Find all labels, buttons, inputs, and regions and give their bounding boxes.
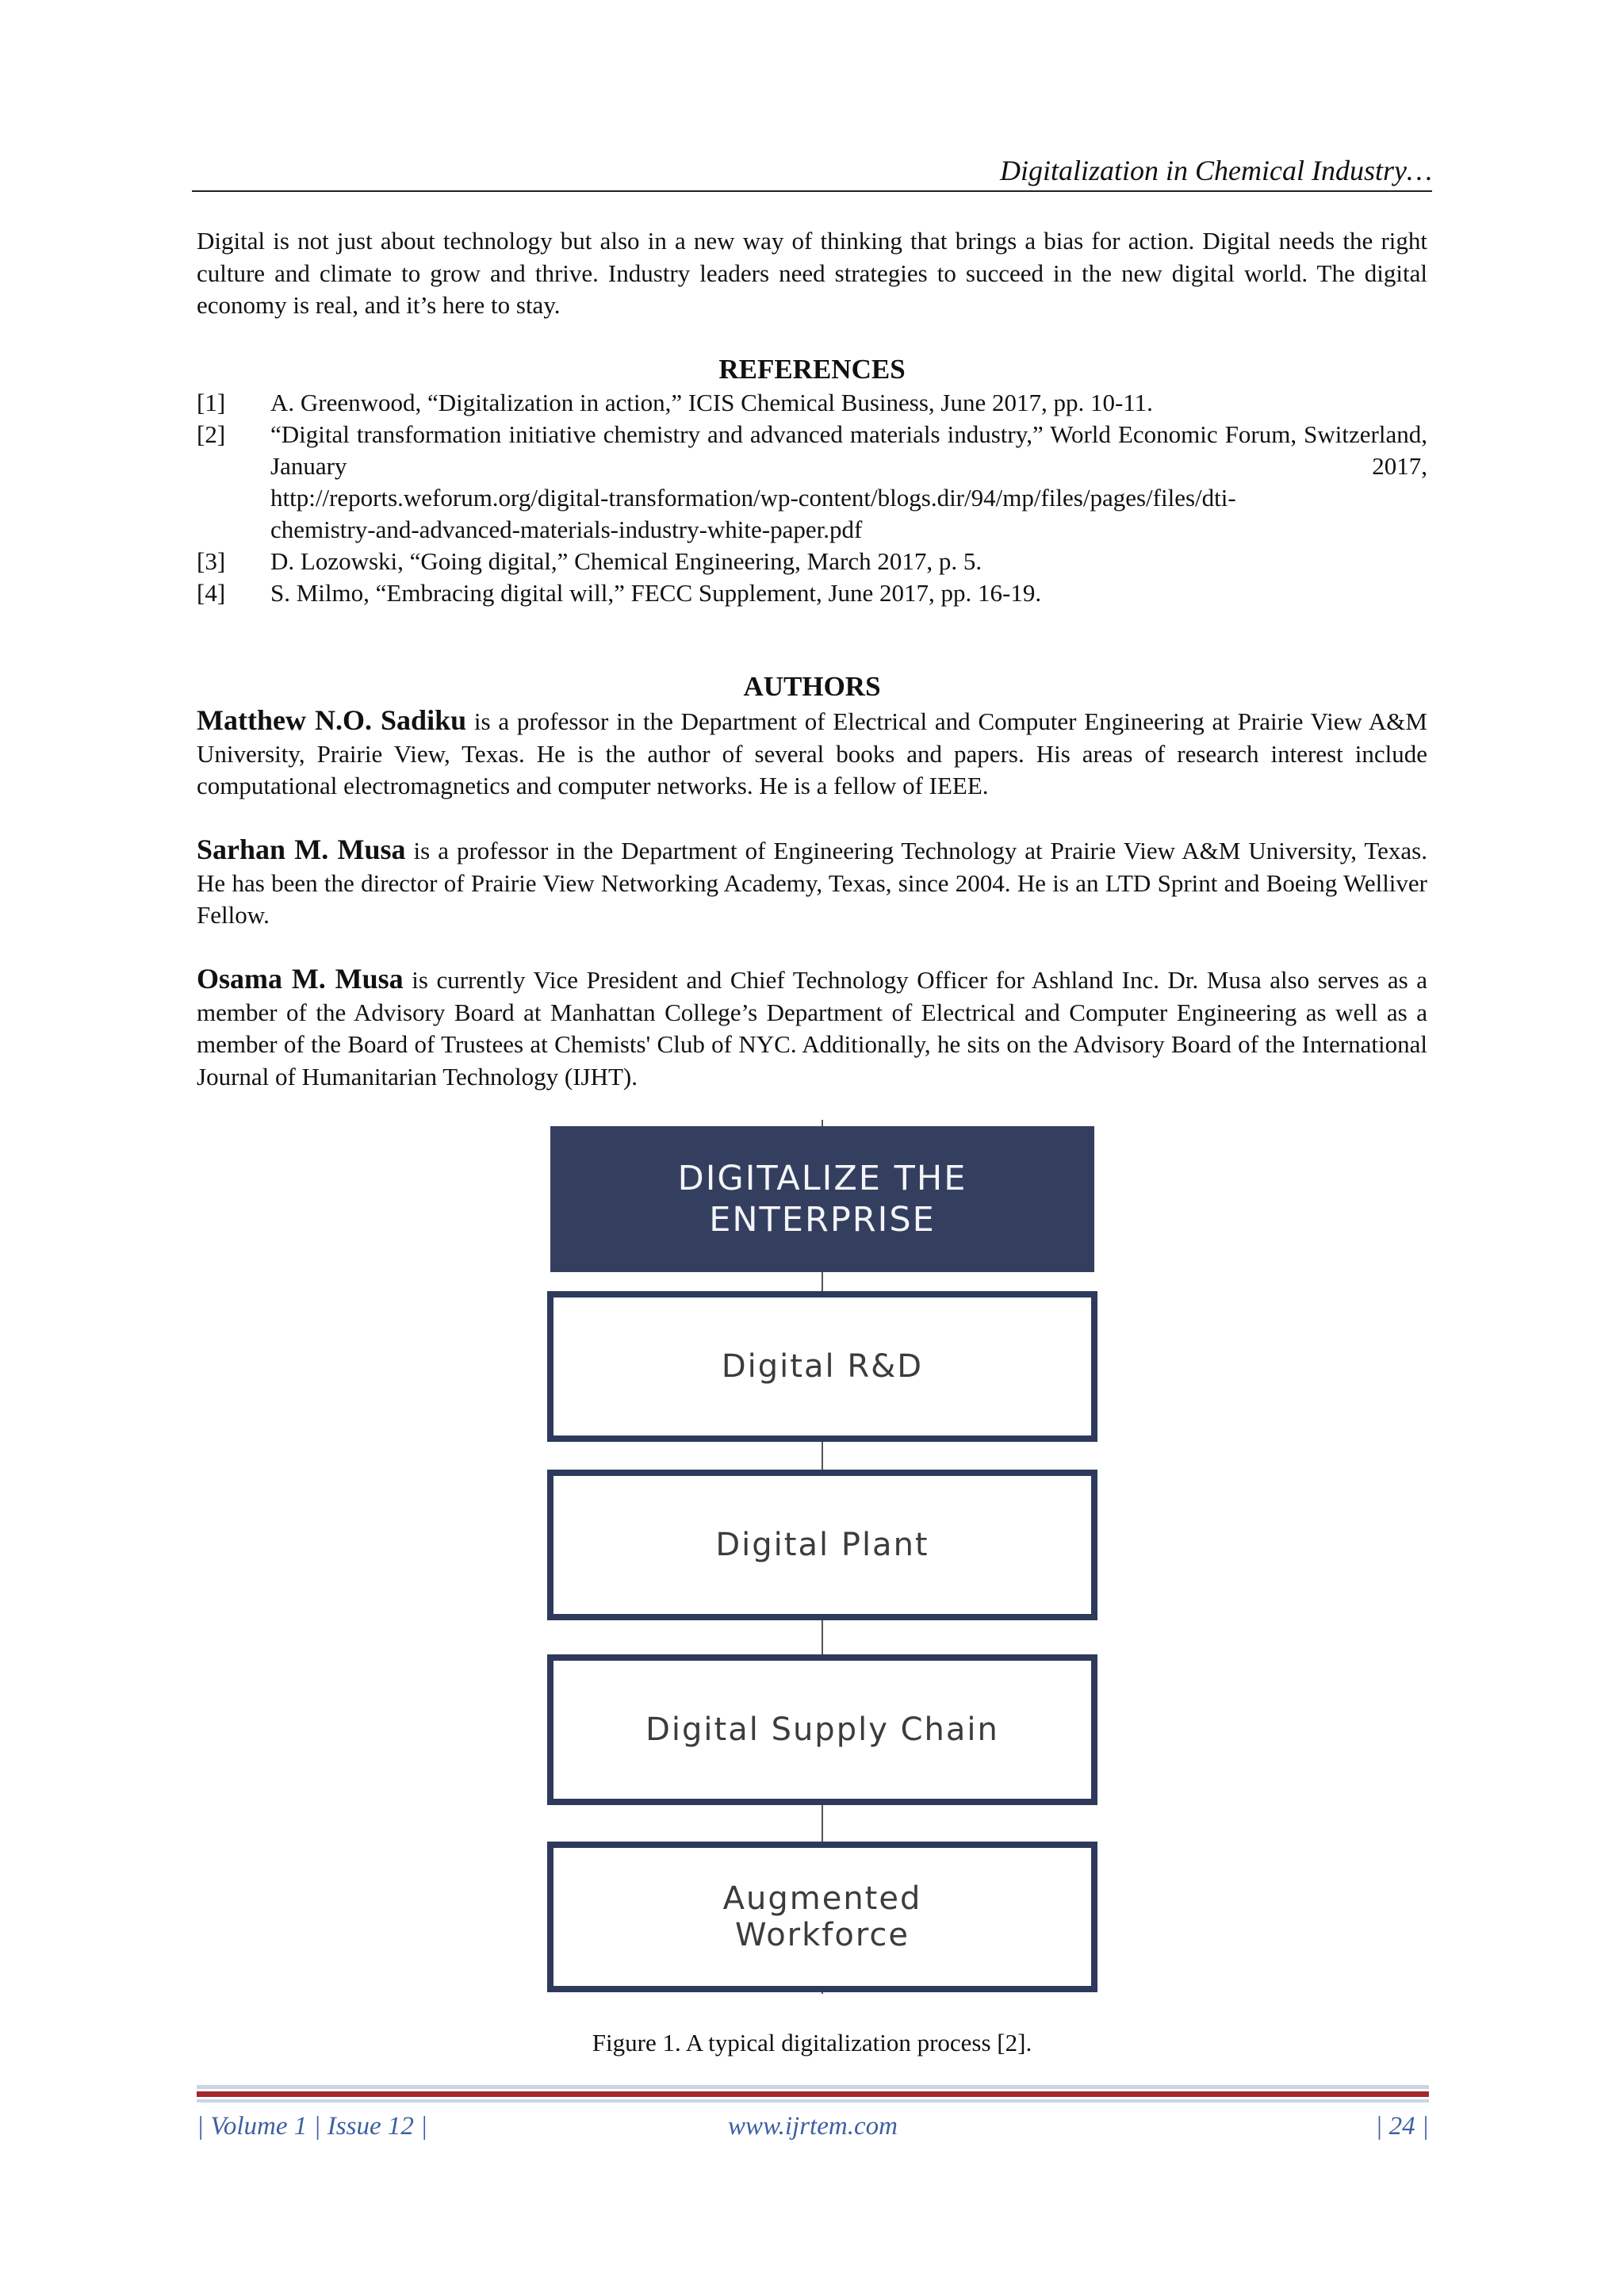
references-heading: REFERENCES bbox=[718, 354, 906, 385]
footer-divider bbox=[197, 2085, 1429, 2089]
reference-text: S. Milmo, “Embracing digital will,” FECC Supplement, June 2017, pp. 16-19. bbox=[270, 579, 1042, 607]
reference-number: [3] bbox=[197, 547, 226, 575]
reference-item bbox=[197, 387, 1427, 419]
author-bio bbox=[197, 963, 1427, 1093]
reference-list bbox=[197, 387, 1427, 609]
author-bio bbox=[197, 704, 1427, 803]
footer-divider bbox=[197, 2091, 1429, 2097]
author-bio bbox=[197, 834, 1427, 932]
box-label: Digital Plant bbox=[715, 1527, 929, 1563]
author-name: Osama M. Musa bbox=[197, 963, 404, 995]
diagram-box-augmented-workforce bbox=[547, 1842, 1097, 1992]
diagram-box-digital-supply-chain bbox=[547, 1654, 1097, 1805]
reference-item bbox=[197, 577, 1427, 609]
reference-text-block bbox=[270, 419, 1427, 546]
reference-url-line-2[interactable]: chemistry-and-advanced-materials-industry-white-paper.pdf bbox=[270, 516, 863, 543]
footer-website-link[interactable]: www.ijrtem.com bbox=[728, 2112, 898, 2141]
footer-divider bbox=[197, 2099, 1429, 2102]
diagram-box-digital-rd bbox=[547, 1291, 1097, 1442]
footer-page-number: | 24 | bbox=[1375, 2112, 1429, 2141]
diagram-box-digital-plant bbox=[547, 1470, 1097, 1620]
author-bio-text: is a professor in the Department of Engineering Technology at Prairie View A&M University, Texas. He has been the director of Prairie View Networking Academy, Texas, since 2004. He is an LTD Sprint and Boeing Welliver Fellow. bbox=[197, 837, 1427, 929]
intro-paragraph: Digital is not just about technology but also in a new way of thinking that brings a bias for action. Digital needs the right culture and climate to grow and thrive. Industry leaders need strategies to succeed in the new digital world. The digital economy is real, and it’s here to stay. bbox=[197, 227, 1427, 319]
author-bio-text: is a professor in the Department of Electrical and Computer Engineering at Prairie View A&M University, Prairie View, Texas. He is the author of several books and papers. His areas of research interest include computational electromagnetics and computer networks. He is a fellow of IEEE. bbox=[197, 707, 1427, 799]
figure-caption: Figure 1. A typical digitalization process [2]. bbox=[592, 2029, 1032, 2056]
reference-number: [1] bbox=[197, 389, 226, 416]
box-label-line: ENTERPRISE bbox=[709, 1200, 936, 1240]
box-label: Digital Supply Chain bbox=[645, 1711, 999, 1748]
authors-heading: AUTHORS bbox=[743, 671, 881, 702]
reference-item bbox=[197, 546, 1427, 577]
footer-volume-issue: | Volume 1 | Issue 12 | bbox=[197, 2112, 428, 2141]
author-name: Matthew N.O. Sadiku bbox=[197, 704, 467, 736]
reference-item bbox=[197, 419, 1427, 546]
reference-text: “Digital transformation initiative chemistry and advanced materials industry,” World Economic Forum, Switzerland, January 2017, bbox=[270, 420, 1427, 480]
box-label: Digital R&D bbox=[721, 1348, 924, 1385]
reference-text: D. Lozowski, “Going digital,” Chemical Engineering, March 2017, p. 5. bbox=[270, 547, 982, 575]
box-label-line: Augmented bbox=[722, 1880, 922, 1917]
author-name: Sarhan M. Musa bbox=[197, 834, 406, 865]
diagram-box-digitalize-enterprise bbox=[550, 1126, 1094, 1272]
running-header: Digitalization in Chemical Industry… bbox=[192, 151, 1432, 192]
box-label-line: Workforce bbox=[734, 1917, 910, 1953]
box-label-line: DIGITALIZE THE bbox=[677, 1159, 967, 1198]
reference-number: [4] bbox=[197, 579, 226, 607]
reference-text: A. Greenwood, “Digitalization in action,” ICIS Chemical Business, June 2017, pp. 10-11. bbox=[270, 389, 1153, 416]
reference-url-line-1[interactable]: http://reports.weforum.org/digital-transformation/wp-content/blogs.dir/94/mp/files/pages/files/dti- bbox=[270, 484, 1236, 512]
author-bio-text: is currently Vice President and Chief Technology Officer for Ashland Inc. Dr. Musa also serves as a member of the Advisory Board at Manhattan College’s Department of Electrical and Computer Engineering as well as a member of the Board of Trustees at Chemists' Club of NYC. Additionally, he sits on the Advisory Board of the International Journal of Humanitarian Technology (IJHT). bbox=[197, 966, 1427, 1091]
reference-number: [2] bbox=[197, 420, 226, 448]
